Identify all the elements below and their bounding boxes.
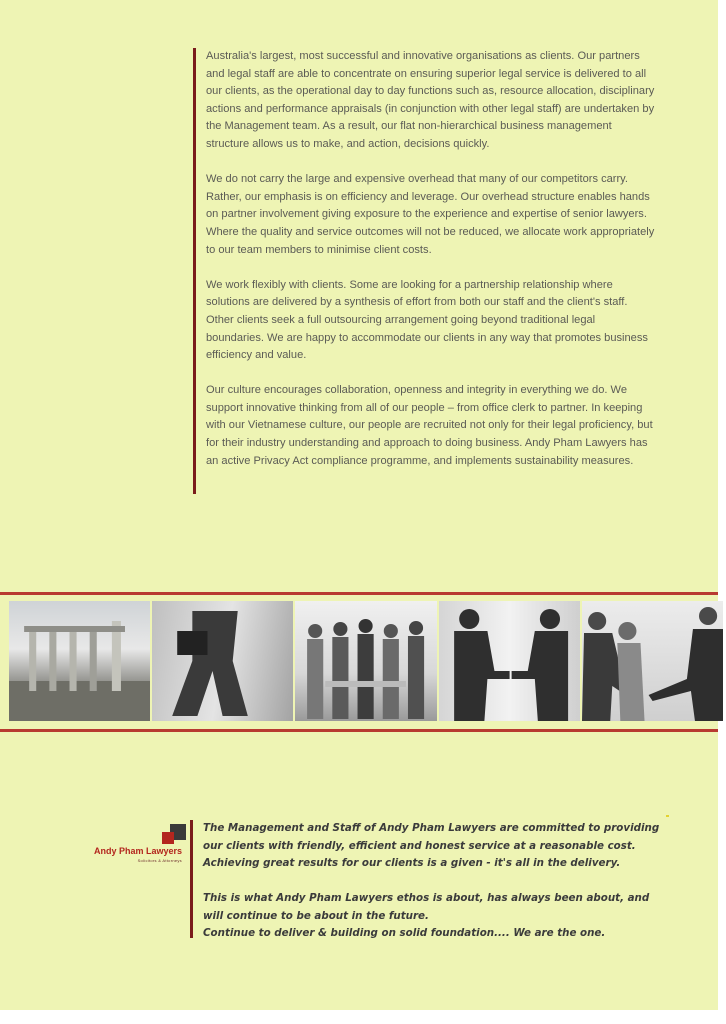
photo-band-bottom-rule — [0, 729, 718, 732]
ethos-statement — [190, 820, 660, 938]
ethos-paragraph: This is what Andy Pham Lawyers ethos is about, has always been about, and will continue to be about in the future. — [203, 892, 650, 922]
logo-name: Andy Pham Lawyers — [93, 846, 182, 856]
body-paragraph: We do not carry the large and expensive overhead that many of our competitors carry. Rather, our emphasis is on efficiency and leverage. Our overhead structure enables hands on partner involvement giving exposure to the experience and expertise of senior lawyers. Where the quality and service outcomes will not be reduced, we allocate work appropriately to our team members to minimise client costs. — [206, 173, 655, 256]
body-paragraph: Australia's largest, most successful and innovative organisations as clients. Our partners and legal staff are able to concentrate on ensuring superior legal service is delivered to all our clients, as the operational day to day functions such as, resource allocation, disciplinary actions and performance appraisals (in conjunction with other legal staff) are undertaken by the Management team. As a result, our flat non-hierarchical business management structure allows us to make, and action, decisions quickly. — [206, 50, 655, 150]
logo-subtitle: Solicitors & Attorneys — [137, 858, 182, 863]
handshake-silhouette-photo — [439, 601, 580, 721]
photo-band-top-rule — [0, 592, 718, 595]
body-paragraph: Our culture encourages collaboration, openness and integrity in everything we do. We support innovative thinking from all of our people – from office clerk to partner. In keeping with our Vietnamese culture, our people are recruited not only for their legal proficiency, but for their industry understanding and approach to doing business. Andy Pham Lawyers has an active Privacy Act compliance programme, and implements sustainability measures. — [206, 384, 653, 467]
body-text-column — [193, 48, 655, 494]
business-handshake-photo — [582, 601, 723, 721]
ethos-paragraph: The Management and Staff of Andy Pham Lawyers are committed to providing our clients with friendly, efficient and honest service at a reasonable cost. Achieving great results for our clients is a given - it's all in the delivery. — [203, 822, 660, 869]
walking-businessman-photo — [152, 601, 293, 721]
body-paragraph: We work flexibly with clients. Some are looking for a partnership relationship where solutions are delivered by a synthesis of effort from both our staff and the client's staff. Other clients seek a full outsourcing arrangement going beyond traditional legal boundaries. We are happy to accommodate our clients in any way that promotes business efficiency and value. — [206, 278, 648, 362]
ancient-columns-photo — [9, 601, 150, 721]
logo-squares-icon — [162, 824, 186, 848]
ethos-closing-line: Continue to deliver & building on solid foundation.... We are the one. — [203, 927, 606, 939]
company-logo — [66, 824, 186, 874]
photo-strip — [9, 601, 723, 721]
team-high-five-photo — [295, 601, 436, 721]
print-speck — [666, 815, 669, 817]
